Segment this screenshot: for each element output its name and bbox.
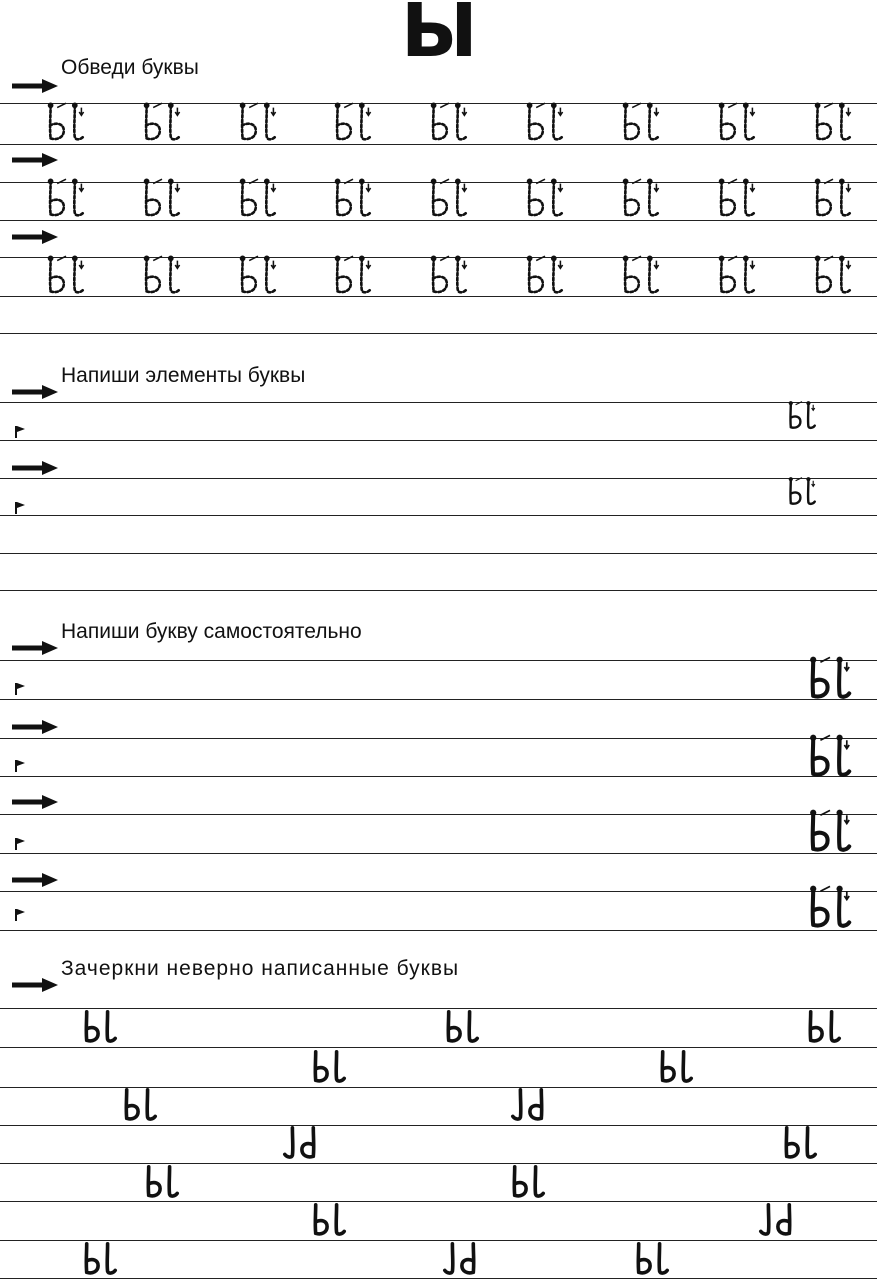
ruled-line xyxy=(0,333,877,334)
letter-correct[interactable] xyxy=(138,1163,186,1201)
trace-letter xyxy=(715,100,759,146)
arrow-right-icon xyxy=(12,720,58,734)
letter-correct[interactable] xyxy=(652,1048,700,1086)
ruled-line xyxy=(0,515,877,516)
model-letter-element xyxy=(786,470,818,514)
model-letter xyxy=(806,733,854,781)
letter-mirrored[interactable] xyxy=(504,1086,552,1124)
ruled-line xyxy=(0,402,877,403)
trace-letter xyxy=(44,176,88,222)
trace-letter xyxy=(236,176,280,222)
ruled-line xyxy=(0,930,877,931)
trace-letter xyxy=(811,176,855,222)
model-letter xyxy=(806,884,854,932)
ruled-line xyxy=(0,891,877,892)
letter-mirrored[interactable] xyxy=(752,1201,800,1239)
ruled-line xyxy=(0,1201,877,1202)
arrow-right-icon xyxy=(12,795,58,809)
flag-icon xyxy=(14,908,26,922)
trace-letter xyxy=(236,253,280,299)
trace-letter xyxy=(715,253,759,299)
letter-correct[interactable] xyxy=(438,1008,486,1046)
model-letter xyxy=(806,808,854,856)
page-title: Ы xyxy=(401,0,476,74)
ruled-line xyxy=(0,738,877,739)
letter-correct[interactable] xyxy=(504,1163,552,1201)
letter-correct[interactable] xyxy=(76,1008,124,1046)
letter-correct[interactable] xyxy=(76,1240,124,1278)
trace-letter xyxy=(523,176,567,222)
trace-letter xyxy=(619,176,663,222)
ruled-line xyxy=(0,1125,877,1126)
ruled-line xyxy=(0,553,877,554)
trace-letter xyxy=(523,100,567,146)
trace-letter xyxy=(140,176,184,222)
ruled-line xyxy=(0,1278,877,1279)
trace-letter xyxy=(427,100,471,146)
trace-letter xyxy=(811,100,855,146)
trace-letter xyxy=(140,253,184,299)
trace-letter xyxy=(140,100,184,146)
letter-correct[interactable] xyxy=(628,1240,676,1278)
ruled-line xyxy=(0,853,877,854)
model-letter xyxy=(806,655,854,703)
ruled-line xyxy=(0,1163,877,1164)
ruled-line xyxy=(0,590,877,591)
trace-letter xyxy=(331,176,375,222)
letter-correct[interactable] xyxy=(116,1086,164,1124)
arrow-right-icon xyxy=(12,230,58,244)
letter-mirrored[interactable] xyxy=(436,1240,484,1278)
trace-letter xyxy=(715,176,759,222)
arrow-right-icon xyxy=(12,79,58,93)
trace-letter xyxy=(619,253,663,299)
flag-icon xyxy=(14,759,26,773)
trace-letter xyxy=(44,100,88,146)
ruled-line xyxy=(0,1047,877,1048)
trace-letter xyxy=(619,100,663,146)
flag-icon xyxy=(14,837,26,851)
letter-correct[interactable] xyxy=(776,1124,824,1162)
trace-letter xyxy=(236,100,280,146)
trace-letter xyxy=(523,253,567,299)
ruled-line xyxy=(0,440,877,441)
arrow-right-icon xyxy=(12,385,58,399)
trace-letter xyxy=(811,253,855,299)
letter-correct[interactable] xyxy=(305,1048,353,1086)
trace-letter xyxy=(331,100,375,146)
instruction-independent: Напиши букву самостоятельно xyxy=(61,620,362,643)
instruction-elements: Напиши элементы буквы xyxy=(61,364,306,387)
arrow-right-icon xyxy=(12,461,58,475)
flag-icon xyxy=(14,682,26,696)
trace-letter xyxy=(427,176,471,222)
ruled-line xyxy=(0,776,877,777)
arrow-right-icon xyxy=(12,153,58,167)
instruction-trace: Обведи буквы xyxy=(61,56,199,79)
flag-icon xyxy=(14,501,26,515)
trace-letter xyxy=(427,253,471,299)
arrow-right-icon xyxy=(12,641,58,655)
letter-mirrored[interactable] xyxy=(276,1124,324,1162)
ruled-line xyxy=(0,699,877,700)
arrow-right-icon xyxy=(12,873,58,887)
ruled-line xyxy=(0,478,877,479)
letter-correct[interactable] xyxy=(800,1008,848,1046)
flag-icon xyxy=(14,425,26,439)
ruled-line xyxy=(0,660,877,661)
ruled-line xyxy=(0,814,877,815)
instruction-cross-out: Зачеркни неверно написанные буквы xyxy=(61,957,460,980)
letter-correct[interactable] xyxy=(305,1201,353,1239)
trace-letter xyxy=(44,253,88,299)
model-letter-element xyxy=(786,394,818,438)
trace-letter xyxy=(331,253,375,299)
arrow-right-icon xyxy=(12,978,58,992)
